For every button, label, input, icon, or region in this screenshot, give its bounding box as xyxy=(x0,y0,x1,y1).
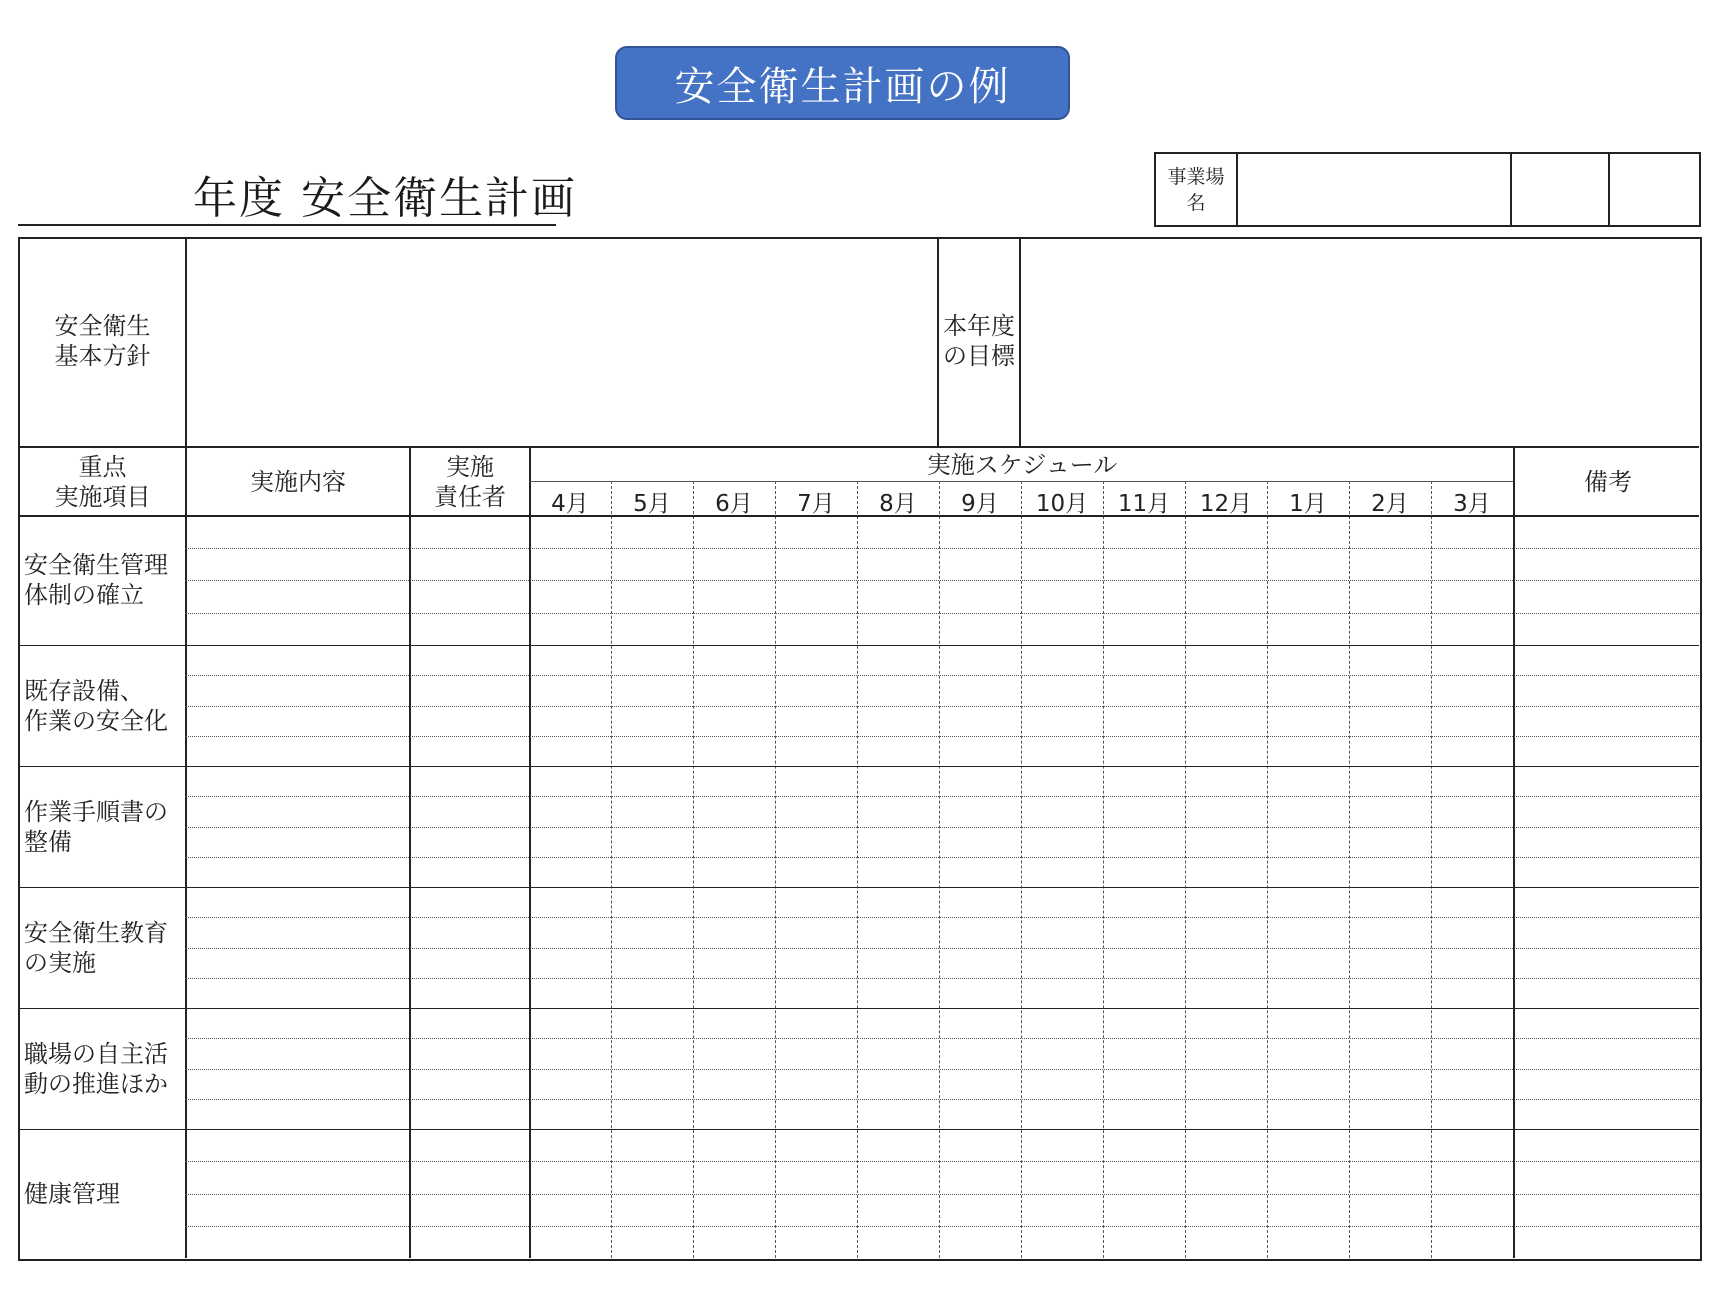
section-divider xyxy=(20,446,1699,448)
row-item-label: 作業手順書の 整備 xyxy=(24,797,168,856)
month-divider xyxy=(1431,481,1432,1258)
document-title: 年度 安全衛生計画 xyxy=(193,173,577,224)
sub-row-divider xyxy=(185,827,1699,828)
row-item-label: 安全衛生教育 の実施 xyxy=(24,918,168,977)
header-content: 実施内容 xyxy=(250,468,346,496)
site-divider xyxy=(1510,154,1512,225)
month-header: 12月 xyxy=(1199,491,1253,517)
sub-row-divider xyxy=(185,1161,1699,1162)
plan-table xyxy=(18,237,1702,1261)
column-divider xyxy=(185,239,187,1258)
month-header: 11月 xyxy=(1117,491,1171,517)
month-header: 6月 xyxy=(715,491,753,517)
sub-row-divider xyxy=(185,1194,1699,1195)
sub-row-divider xyxy=(185,796,1699,797)
sub-row-divider xyxy=(185,978,1699,979)
column-divider xyxy=(529,446,531,1258)
site-name-box xyxy=(1154,152,1701,227)
row-item-label: 既存設備、 作業の安全化 xyxy=(24,676,168,735)
sub-row-divider xyxy=(185,580,1699,581)
column-divider xyxy=(409,446,411,1258)
policy-label: 安全衛生 基本方針 xyxy=(54,312,151,370)
month-divider xyxy=(857,481,858,1258)
sub-row-divider xyxy=(185,1226,1699,1227)
sub-row-divider xyxy=(185,857,1699,858)
month-divider xyxy=(775,481,776,1258)
sub-row-divider xyxy=(185,948,1699,949)
row-item-label: 職場の自主活 動の推進ほか xyxy=(24,1039,168,1098)
month-header: 3月 xyxy=(1453,491,1491,517)
month-header: 1月 xyxy=(1289,491,1327,517)
month-divider xyxy=(1185,481,1186,1258)
header-bottom xyxy=(20,515,1699,517)
row-divider xyxy=(20,645,1699,646)
sub-row-divider xyxy=(185,675,1699,676)
row-divider xyxy=(20,1129,1699,1130)
month-header: 9月 xyxy=(961,491,999,517)
sub-row-divider xyxy=(185,1038,1699,1039)
month-header: 7月 xyxy=(797,491,835,517)
site-divider xyxy=(1608,154,1610,225)
row-divider xyxy=(20,1008,1699,1009)
row-divider xyxy=(20,887,1699,888)
month-header: 4月 xyxy=(551,491,589,517)
row-divider xyxy=(20,766,1699,767)
column-divider xyxy=(1019,239,1021,446)
sub-row-divider xyxy=(185,706,1699,707)
row-item-label: 健康管理 xyxy=(24,1179,120,1208)
banner-title: 安全衛生計画の例 xyxy=(615,46,1070,120)
month-header: 2月 xyxy=(1371,491,1409,517)
month-divider xyxy=(1267,481,1268,1258)
month-divider xyxy=(1103,481,1104,1258)
title-underline xyxy=(18,224,556,226)
sub-row-divider xyxy=(185,1069,1699,1070)
header-item: 重点 実施項目 xyxy=(54,453,151,511)
sub-row-divider xyxy=(185,548,1699,549)
month-divider xyxy=(1021,481,1022,1258)
header-remarks: 備考 xyxy=(1584,468,1632,496)
month-header: 8月 xyxy=(879,491,917,517)
row-item-label: 安全衛生管理 体制の確立 xyxy=(24,551,168,609)
month-divider xyxy=(611,481,612,1258)
header-schedule: 実施スケジュール xyxy=(926,451,1118,479)
column-divider xyxy=(1513,446,1515,1258)
header-person: 実施 責任者 xyxy=(434,453,506,511)
sub-row-divider xyxy=(185,736,1699,737)
month-header: 5月 xyxy=(633,491,671,517)
site-name-label: 事業場 名 xyxy=(1156,154,1238,225)
goal-label: 本年度 の目標 xyxy=(943,312,1015,370)
month-divider xyxy=(693,481,694,1258)
month-divider xyxy=(939,481,940,1258)
sub-row-divider xyxy=(185,613,1699,614)
sub-row-divider xyxy=(185,917,1699,918)
month-divider xyxy=(1349,481,1350,1258)
month-header: 10月 xyxy=(1035,491,1089,517)
sub-row-divider xyxy=(185,1099,1699,1100)
